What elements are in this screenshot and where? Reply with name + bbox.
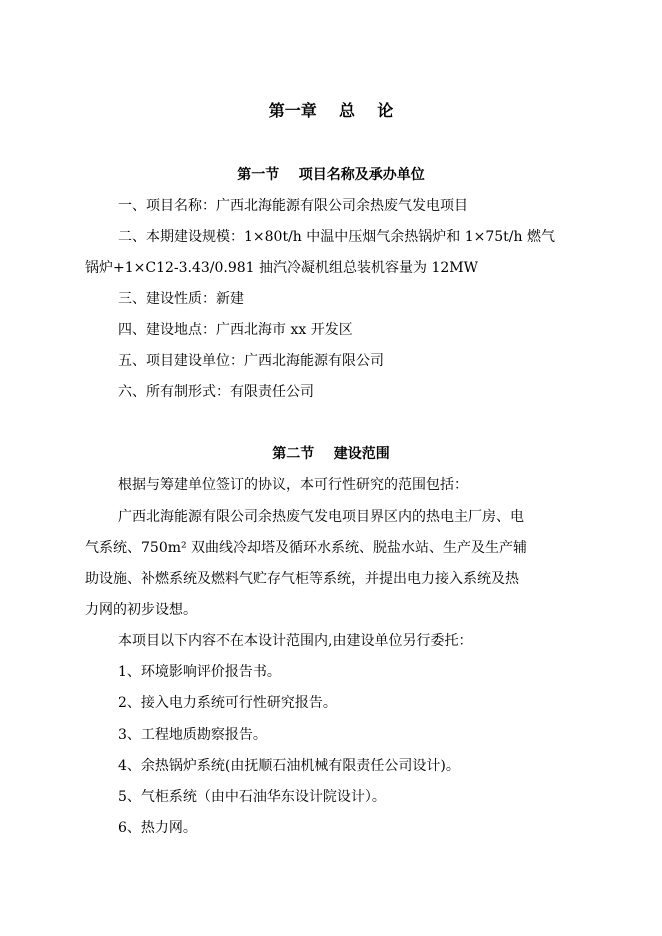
ownership-form-line: 六、所有制形式：有限责任公司 xyxy=(118,384,314,400)
exclusion-item: 5、气柜系统（由中石油华东设计院设计）。 xyxy=(118,789,386,805)
chapter-title: 第一章 总 论 xyxy=(268,101,394,120)
exclusion-item: 6、热力网。 xyxy=(118,820,197,836)
section-title-1: 第一节 项目名称及承办单位 xyxy=(237,167,425,183)
exclusion-item: 3、工程地质勘察报告。 xyxy=(118,727,267,743)
construction-nature-line: 三、建设性质：新建 xyxy=(118,291,244,307)
scope-line-4: 力网的初步设想。 xyxy=(85,602,197,618)
scope-line-2: 气系统、750m² 双曲线冷却塔及循环水系统、脱盐水站、生产及生产辅 xyxy=(85,540,528,556)
construction-location-line: 四、建设地点：广西北海市 xx 开发区 xyxy=(118,322,353,338)
construction-scale-line-1: 二、本期建设规模：1×80t/h 中温中压烟气余热锅炉和 1×75t/h 燃气 xyxy=(118,229,555,245)
exclusion-item: 2、接入电力系统可行性研究报告。 xyxy=(118,695,337,711)
scope-line-1: 广西北海能源有限公司余热废气发电项目界区内的热电主厂房、电 xyxy=(118,509,524,525)
scope-intro: 根据与筹建单位签订的协议，本可行性研究的范围包括： xyxy=(118,477,468,493)
project-name-line: 一、项目名称：广西北海能源有限公司余热废气发电项目 xyxy=(118,198,468,214)
scope-line-3: 助设施、补燃系统及燃料气贮存气柜等系统，并提出电力接入系统及热 xyxy=(85,571,519,587)
construction-scale-line-2: 锅炉+1×C12-3.43/0.981 抽汽冷凝机组总装机容量为 12MW xyxy=(85,260,479,276)
exclusion-item: 4、余热锅炉系统(由抚顺石油机械有限责任公司设计)。 xyxy=(118,758,460,774)
construction-unit-line: 五、项目建设单位：广西北海能源有限公司 xyxy=(118,353,384,369)
section-title-2: 第二节 建设范围 xyxy=(272,446,390,462)
exclusion-item: 1、环境影响评价报告书。 xyxy=(118,664,281,680)
exclusion-intro: 本项目以下内容不在本设计范围内,由建设单位另行委托： xyxy=(118,633,473,649)
